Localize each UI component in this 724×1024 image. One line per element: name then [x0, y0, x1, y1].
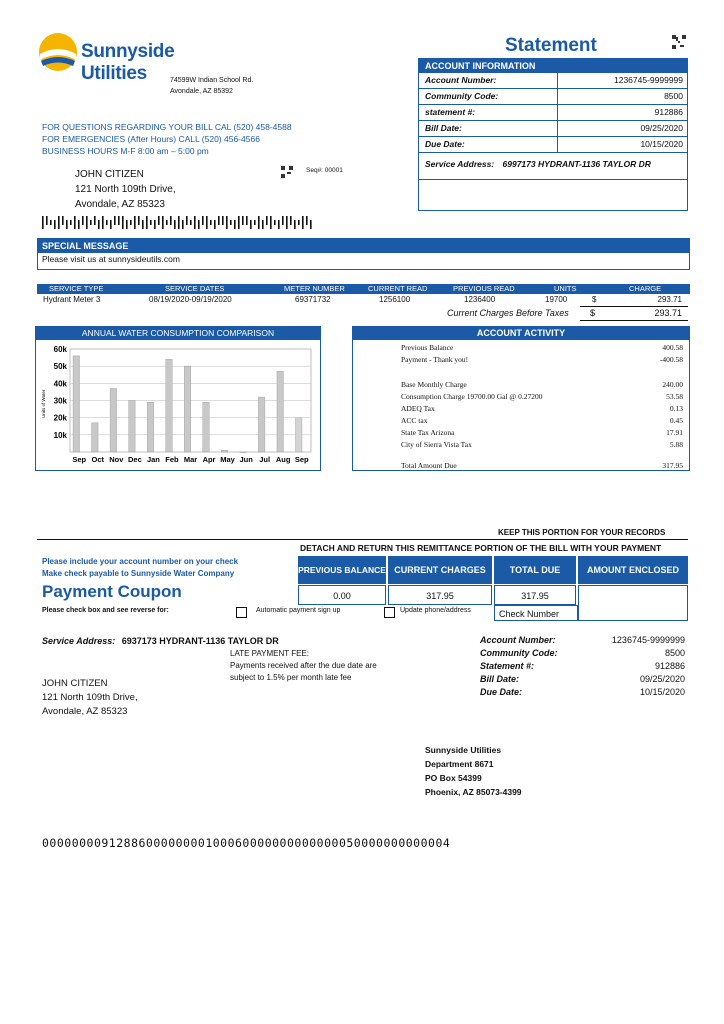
barcode-bar — [102, 216, 104, 229]
cell-current-read: 1256100 — [379, 295, 411, 304]
coupon-customer-street: 121 North 109th Drive, — [42, 692, 138, 703]
account-info-row — [419, 89, 687, 105]
account-info-header: ACCOUNT INFORMATION — [419, 59, 687, 73]
special-message-header: SPECIAL MESSAGE — [38, 239, 689, 253]
barcode-bar — [230, 220, 232, 225]
coupon-header-total — [494, 556, 576, 584]
coupon-account-value: 1236745-9999999 — [611, 635, 685, 645]
sequence-number: Seq#: 00001 — [306, 167, 343, 174]
sun-logo-icon — [38, 32, 78, 72]
x-tick-label: Sep — [72, 455, 87, 464]
activity-label: Consumption Charge 19700.00 Gal @ 0.27200 — [401, 392, 543, 401]
activity-label: Base Monthly Charge — [401, 380, 467, 389]
auto-pay-checkbox[interactable] — [236, 607, 247, 618]
activity-label: State Tax Arizona — [401, 428, 455, 437]
coupon-account-row — [480, 660, 685, 673]
barcode-bar — [58, 216, 60, 229]
account-info-label: Due Date: — [419, 137, 558, 152]
special-message-box — [37, 238, 690, 270]
company-address-line1: 74599W Indian School Rd. — [170, 77, 254, 84]
col-previous-balance: PREVIOUS BALANCE — [298, 564, 386, 575]
chart-bar — [110, 388, 116, 452]
header-meter-number: METER NUMBER — [284, 284, 345, 293]
service-address-line — [425, 159, 651, 169]
coupon-account-info — [480, 634, 685, 699]
activity-value: 53.58 — [666, 392, 683, 401]
customer-name: JOHN CITIZEN — [75, 169, 144, 180]
special-message-text: Please visit us at sunnysideutils.com — [42, 254, 180, 264]
postal-barcode — [42, 216, 317, 229]
contact-info — [42, 121, 292, 157]
account-info-row — [419, 121, 687, 137]
account-info-label: Community Code: — [419, 89, 558, 104]
barcode-bar — [90, 220, 92, 225]
service-address-label: Service Address: — [425, 159, 495, 169]
coupon-account-value: 8500 — [664, 648, 685, 658]
activity-total-row — [401, 461, 683, 470]
account-info-label: Account Number: — [419, 73, 558, 88]
account-activity-box — [352, 326, 690, 471]
barcode-bar — [66, 220, 68, 229]
account-info-rows — [419, 73, 687, 153]
barcode-bar — [126, 220, 128, 229]
barcode-bar — [194, 216, 196, 229]
activity-label: Previous Balance — [401, 343, 454, 352]
activity-row — [401, 440, 683, 449]
coupon-account-row — [480, 634, 685, 647]
x-tick-label: Apr — [202, 455, 216, 464]
amount-enclosed-input[interactable] — [578, 585, 688, 621]
update-address-label: Update phone/address — [400, 607, 471, 614]
chart-bar — [203, 402, 209, 452]
barcode-bar — [82, 216, 84, 225]
barcode-bar — [182, 220, 184, 229]
header-units: UNITS — [554, 284, 577, 293]
activity-value: 240.00 — [662, 380, 683, 389]
account-info-value: 1236745-9999999 — [613, 75, 683, 85]
x-tick-label: Sep — [294, 455, 309, 464]
y-tick-label: 30k — [53, 396, 67, 406]
coupon-account-value: 912886 — [654, 661, 685, 671]
coupon-header-current — [388, 556, 492, 584]
account-info-value: 09/25/2020 — [640, 123, 683, 133]
coupon-account-label: Community Code: — [480, 648, 558, 658]
barcode-bar — [142, 220, 144, 229]
barcode-bar — [78, 220, 80, 229]
x-tick-label: Oct — [91, 455, 105, 464]
ocr-scan-line: 0000000091288600000000100060000000000000050000000000004 — [42, 836, 451, 850]
chart-title: ANNUAL WATER CONSUMPTION COMPARISON — [36, 327, 320, 340]
account-activity-header: ACCOUNT ACTIVITY — [353, 327, 689, 340]
cell-service-type: Hydrant Meter 3 — [43, 295, 101, 304]
activity-row — [401, 404, 683, 413]
barcode-bar — [86, 216, 88, 229]
x-tick-label: Aug — [275, 455, 291, 464]
activity-label: Payment - Thank you! — [401, 355, 469, 364]
barcode-bar — [134, 216, 136, 229]
barcode-bar — [226, 216, 228, 229]
coupon-values-row — [298, 585, 688, 621]
qr-code-icon — [281, 166, 293, 178]
barcode-bar — [254, 220, 256, 225]
coupon-account-label: Account Number: — [480, 635, 556, 645]
subtotal-currency: $ — [590, 308, 596, 318]
barcode-bar — [70, 220, 72, 225]
cell-charge: 293.71 — [657, 295, 682, 304]
activity-row — [401, 392, 683, 401]
barcode-bar — [150, 220, 152, 225]
cell-service-dates: 08/19/2020-09/19/2020 — [149, 295, 232, 304]
business-hours: BUSINESS HOURS M-F 8:00 am – 5:00 pm — [42, 146, 209, 156]
cell-currency: $ — [592, 295, 597, 304]
remit-to-address — [425, 743, 522, 799]
barcode-bar — [302, 216, 304, 229]
chart-bar — [73, 356, 79, 452]
coupon-account-value: 09/25/2020 — [639, 674, 685, 684]
coupon-account-row — [480, 647, 685, 660]
emergency-phone: FOR EMERGENCIES (After Hours) CALL (520) 456-4566 — [42, 134, 260, 144]
barcode-bar — [242, 216, 244, 225]
check-box-note: Please check box and see reverse for: — [42, 607, 169, 614]
barcode-bar — [270, 216, 272, 229]
barcode-bar — [222, 216, 224, 225]
coupon-customer-address — [42, 677, 138, 719]
coupon-account-label: Statement #: — [480, 661, 535, 671]
chart-bar — [277, 371, 283, 452]
company-address-line2: Avondale, AZ 85392 — [170, 88, 233, 95]
customer-address — [75, 167, 176, 212]
barcode-bar — [74, 216, 76, 229]
account-info-row — [419, 137, 687, 153]
barcode-bar — [214, 220, 216, 229]
barcode-bar — [218, 216, 220, 225]
header-service-type: SERVICE TYPE — [49, 284, 104, 293]
records-note: KEEP THIS PORTION FOR YOUR RECORDS — [498, 528, 666, 537]
remit-city: Phoenix, AZ 85073-4399 — [425, 787, 522, 797]
barcode-bar — [198, 220, 200, 229]
subtotal-value: 293.71 — [654, 308, 682, 318]
company-address — [170, 75, 253, 97]
coupon-account-value: 10/15/2020 — [639, 687, 685, 697]
remit-name: Sunnyside Utilities — [425, 745, 502, 755]
account-info-value: 10/15/2020 — [640, 139, 683, 149]
detach-note: DETACH AND RETURN THIS REMITTANCE PORTION OF THE BILL WITH YOUR PAYMENT — [300, 543, 662, 553]
y-tick-label: 10k — [53, 430, 67, 440]
statement-title: Statement — [505, 35, 597, 56]
customer-city: Avondale, AZ 85323 — [75, 199, 165, 210]
barcode-bar — [154, 220, 156, 229]
check-number-field[interactable]: Check Number — [494, 605, 578, 621]
remit-dept: Department 8671 — [425, 759, 494, 769]
barcode-bar — [250, 220, 252, 229]
barcode-bar — [210, 220, 212, 225]
activity-value: 400.58 — [662, 343, 683, 352]
barcode-bar — [266, 216, 268, 225]
barcode-bar — [54, 220, 56, 229]
account-info-value: 8500 — [664, 91, 683, 101]
barcode-bar — [282, 216, 284, 225]
x-tick-label: Jan — [146, 455, 160, 464]
barcode-bar — [146, 216, 148, 229]
barcode-bar — [166, 220, 168, 225]
payment-coupon-title: Payment Coupon — [42, 582, 182, 601]
barcode-bar — [114, 216, 116, 225]
activity-value: 0.45 — [669, 416, 683, 425]
account-info-label: statement #: — [419, 105, 558, 120]
service-table-header — [37, 284, 690, 294]
x-tick-label: Mar — [183, 455, 198, 464]
barcode-bar — [106, 220, 108, 225]
x-tick-label: Jul — [259, 455, 271, 464]
coupon-notes — [42, 556, 238, 580]
barcode-bar — [174, 220, 176, 229]
barcode-bar — [158, 216, 160, 225]
y-axis-label: Units of Water — [41, 389, 46, 418]
activity-label: ADEQ Tax — [401, 404, 435, 413]
coupon-account-row — [480, 673, 685, 686]
activity-value: -400.58 — [659, 355, 683, 364]
account-info-box — [418, 58, 688, 211]
barcode-bar — [122, 216, 124, 229]
total-due-value: 317.95 — [494, 585, 576, 605]
barcode-bar — [42, 216, 44, 229]
subtotal-row — [37, 308, 690, 320]
y-tick-label: 60k — [53, 345, 67, 354]
chart-bar — [184, 366, 190, 452]
x-tick-label: Jun — [239, 455, 253, 464]
remit-po-box: PO Box 54399 — [425, 773, 482, 783]
col-current-charges: CURRENT CHARGES — [394, 565, 486, 575]
activity-row — [401, 428, 683, 437]
late-fee-text: Payments received after the due date are subject to 1.5% per month late fee — [230, 661, 377, 682]
col-total-due: TOTAL DUE — [509, 565, 561, 575]
activity-total-value: 317.95 — [662, 461, 683, 470]
y-tick-label: 40k — [53, 379, 67, 389]
barcode-bar — [130, 220, 132, 225]
coupon-customer-city: Avondale, AZ 85323 — [42, 706, 128, 717]
col-amount-enclosed: AMOUNT ENCLOSED — [587, 565, 679, 575]
activity-row — [401, 416, 683, 425]
barcode-bar — [94, 216, 96, 225]
x-tick-label: Feb — [165, 455, 179, 464]
customer-street: 121 North 109th Drive, — [75, 184, 176, 195]
account-info-row — [419, 105, 687, 121]
chart-bar — [147, 402, 153, 452]
barcode-bar — [62, 216, 64, 225]
coupon-service-address-value: 6937173 HYDRANT-1136 TAYLOR DR — [121, 636, 279, 646]
activity-row — [401, 355, 683, 364]
account-info-label: Bill Date: — [419, 121, 558, 136]
barcode-bar — [278, 220, 280, 229]
chart-bar — [129, 401, 135, 453]
barcode-bar — [46, 216, 48, 225]
account-info-value: 912886 — [654, 107, 683, 117]
chart-bar — [295, 418, 301, 452]
activity-row — [401, 343, 683, 352]
activity-label: ACC tax — [401, 416, 428, 425]
include-account-note: Please include your account number on your check — [42, 557, 239, 566]
table-row — [37, 295, 690, 306]
activity-value: 17.91 — [666, 428, 683, 437]
barcode-bar — [170, 216, 172, 225]
coupon-customer-name: JOHN CITIZEN — [42, 678, 108, 689]
consumption-chart-box — [35, 326, 321, 471]
chart-bar — [221, 450, 227, 452]
barcode-bar — [294, 220, 296, 229]
chart-bar — [240, 452, 246, 453]
previous-balance-value: 0.00 — [298, 585, 386, 605]
coupon-service-address — [42, 636, 279, 646]
barcode-bar — [286, 216, 288, 229]
late-fee-title: LATE PAYMENT FEE: — [230, 649, 309, 658]
coupon-header-prev — [298, 556, 386, 584]
activity-value: 5.88 — [669, 440, 683, 449]
x-tick-label: Dec — [128, 455, 142, 464]
barcode-bar — [238, 216, 240, 229]
service-address-value: 6997173 HYDRANT-1136 TAYLOR DR — [502, 159, 651, 169]
barcode-bar — [202, 216, 204, 225]
questions-phone: FOR QUESTIONS REGARDING YOUR BILL CAL (520) 458-4588 — [42, 122, 292, 132]
activity-row — [401, 380, 683, 389]
account-info-row — [419, 73, 687, 89]
barcode-bar — [186, 216, 188, 225]
chart-bar — [92, 423, 98, 452]
coupon-account-label: Bill Date: — [480, 674, 520, 684]
barcode-bar — [290, 216, 292, 225]
coupon-service-address-label: Service Address: — [42, 636, 116, 646]
header-service-dates: SERVICE DATES — [165, 284, 225, 293]
activity-label: City of Sierra Vista Tax — [401, 440, 472, 449]
current-charges-value: 317.95 — [388, 585, 492, 605]
barcode-bar — [246, 216, 248, 225]
x-tick-label: May — [220, 455, 235, 464]
late-fee-note — [230, 648, 390, 684]
coupon-account-label: Due Date: — [480, 687, 523, 697]
barcode-bar — [138, 216, 140, 225]
header-charge: CHARGE — [629, 284, 662, 293]
barcode-bar — [306, 216, 308, 225]
payable-note: Make check payable to Sunnyside Water Company — [42, 569, 235, 578]
header-current-read: CURRENT READ — [368, 284, 428, 293]
header-previous-read: PREVIOUS READ — [453, 284, 515, 293]
barcode-bar — [234, 220, 236, 229]
coupon-account-row — [480, 686, 685, 699]
y-tick-label: 20k — [53, 413, 67, 423]
activity-total-label: Total Amount Due — [401, 461, 457, 470]
barcode-bar — [258, 216, 260, 229]
barcode-bar — [298, 220, 300, 225]
chart-bar — [166, 359, 172, 452]
barcode-bar — [262, 220, 264, 229]
auto-pay-label: Automatic payment sign up — [256, 607, 341, 614]
barcode-bar — [98, 220, 100, 229]
activity-value: 0.13 — [669, 404, 683, 413]
x-tick-label: Nov — [109, 455, 124, 464]
cell-meter-number: 69371732 — [295, 295, 331, 304]
barcode-bar — [310, 220, 312, 229]
cell-previous-read: 1236400 — [464, 295, 496, 304]
barcode-bar — [206, 216, 208, 229]
barcode-bar — [118, 216, 120, 225]
barcode-bar — [50, 220, 52, 225]
coupon-header-enclosed — [578, 556, 688, 584]
qr-code-icon — [672, 35, 686, 49]
barcode-bar — [274, 220, 276, 225]
cell-units: 19700 — [545, 295, 568, 304]
company-name: Sunnyside Utilities — [81, 41, 175, 84]
consumption-bar-chart — [36, 340, 319, 469]
barcode-bar — [190, 220, 192, 225]
chart-bar — [258, 397, 264, 452]
barcode-bar — [110, 220, 112, 229]
y-tick-label: 50k — [53, 362, 67, 372]
barcode-bar — [162, 216, 164, 229]
barcode-bar — [178, 216, 180, 229]
subtotal-label: Current Charges Before Taxes — [447, 308, 569, 318]
